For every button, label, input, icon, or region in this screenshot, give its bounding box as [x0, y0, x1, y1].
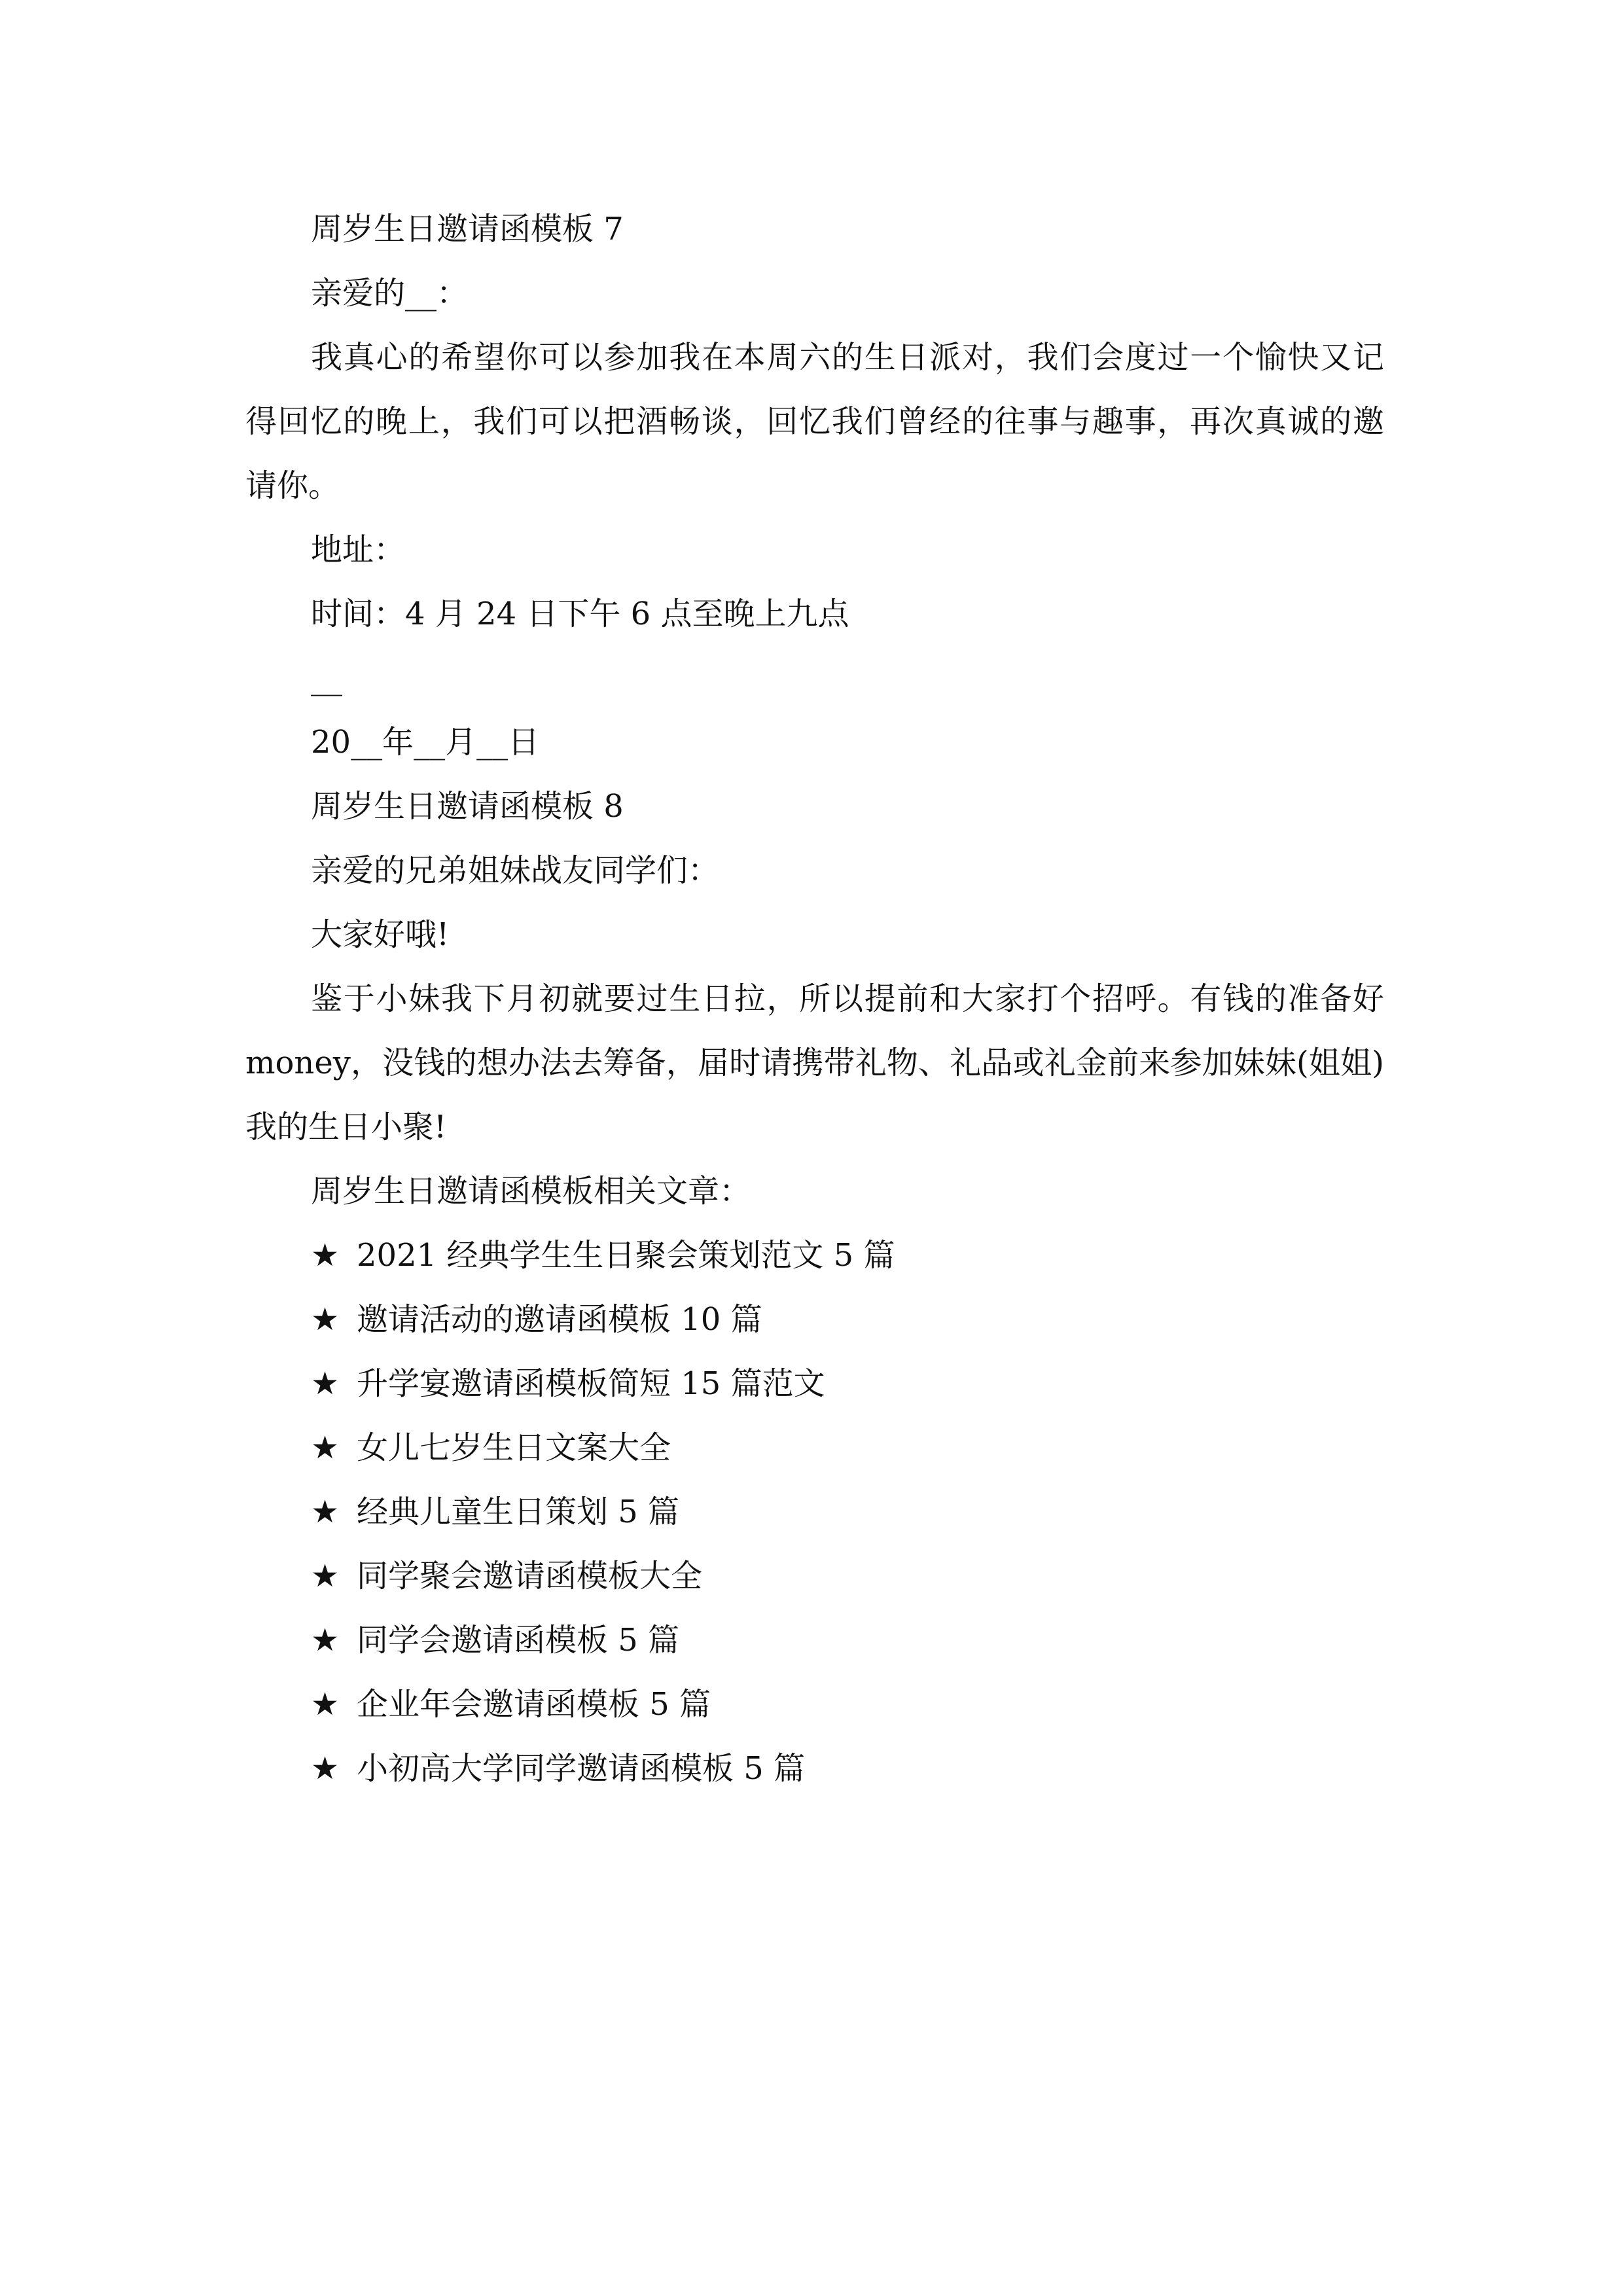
related-item[interactable]: ★ 升学宴邀请函模板简短 15 篇范文 — [311, 1352, 825, 1416]
related-item[interactable]: ★ 同学会邀请函模板 5 篇 — [311, 1608, 679, 1672]
star-icon: ★ — [311, 1301, 340, 1338]
template7-body-line2: 得回忆的晚上，我们可以把酒畅谈，回忆我们曾经的往事与趣事，再次真诚的邀 — [245, 403, 1384, 440]
template8-greeting: 亲爱的兄弟姐妹战友同学们： — [311, 852, 720, 889]
related-item[interactable]: ★ 邀请活动的邀请函模板 10 篇 — [311, 1287, 762, 1352]
template7-greeting: 亲爱的__： — [311, 275, 469, 312]
template7-date: 20__年__月__日 — [311, 724, 540, 761]
star-icon: ★ — [311, 1622, 340, 1659]
star-icon: ★ — [311, 1237, 340, 1274]
star-icon: ★ — [311, 1365, 340, 1402]
template8-body-line2: money，没钱的想办法去筹备，届时请携带礼物、礼品或礼金前来参加妹妹(姐姐) — [245, 1045, 1384, 1081]
related-item[interactable]: ★ 经典儿童生日策划 5 篇 — [311, 1480, 679, 1544]
template7-body-line3: 请你。 — [245, 467, 340, 504]
template8-body-line3: 我的生日小聚! — [245, 1109, 447, 1145]
template7-time: 时间：4 月 24 日下午 6 点至晚上九点 — [311, 596, 849, 632]
template7-signature: __ — [311, 660, 342, 696]
star-icon: ★ — [311, 1494, 340, 1530]
template8-hello: 大家好哦! — [311, 916, 450, 953]
related-item[interactable]: ★ 女儿七岁生日文案大全 — [311, 1416, 671, 1480]
template8-title: 周岁生日邀请函模板 8 — [311, 788, 624, 825]
related-item[interactable]: ★ 同学聚会邀请函模板大全 — [311, 1544, 702, 1608]
template7-body-line1: 我真心的希望你可以参加我在本周六的生日派对，我们会度过一个愉快又记 — [311, 339, 1384, 376]
star-icon: ★ — [311, 1686, 340, 1723]
template7-title: 周岁生日邀请函模板 7 — [311, 211, 624, 247]
related-item[interactable]: ★ 2021 经典学生生日聚会策划范文 5 篇 — [311, 1223, 895, 1287]
related-item[interactable]: ★ 企业年会邀请函模板 5 篇 — [311, 1672, 711, 1736]
star-icon: ★ — [311, 1558, 340, 1594]
related-item[interactable]: ★ 小初高大学同学邀请函模板 5 篇 — [311, 1736, 805, 1801]
related-heading: 周岁生日邀请函模板相关文章： — [311, 1173, 751, 1210]
template8-body-line1: 鉴于小妹我下月初就要过生日拉，所以提前和大家打个招呼。有钱的准备好 — [311, 980, 1384, 1017]
star-icon: ★ — [311, 1429, 340, 1466]
template7-address: 地址： — [311, 531, 406, 568]
star-icon: ★ — [311, 1750, 340, 1787]
